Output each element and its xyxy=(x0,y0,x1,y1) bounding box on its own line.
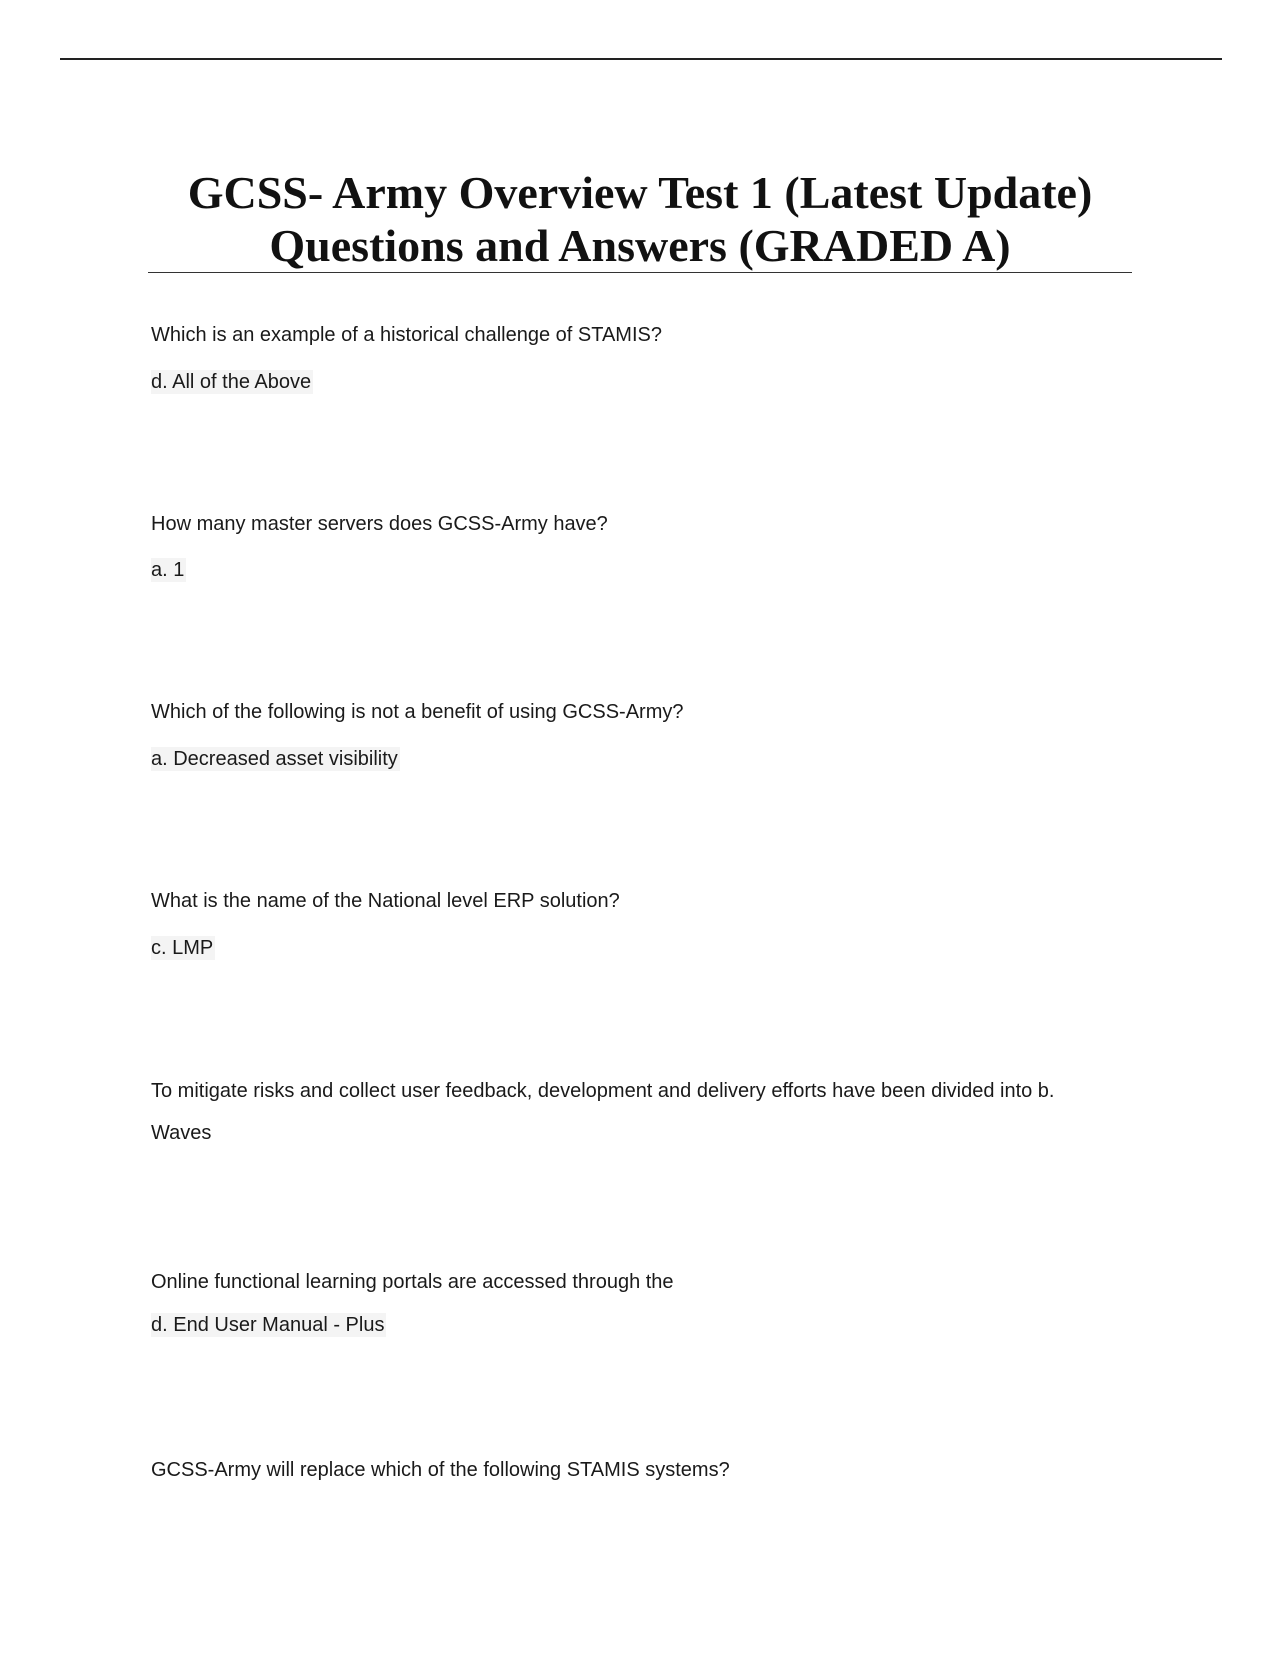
question-1: Which is an example of a historical challenge of STAMIS? xyxy=(151,324,662,346)
document-title xyxy=(148,166,1132,272)
question-3: Which of the following is not a benefit of using GCSS-Army? xyxy=(151,701,684,723)
question-6: Online functional learning portals are accessed through the xyxy=(151,1271,674,1293)
question-7: GCSS-Army will replace which of the following STAMIS systems? xyxy=(151,1459,730,1481)
answer-4: c. LMP xyxy=(151,937,214,959)
question-4: What is the name of the National level ERP solution? xyxy=(151,890,620,912)
answer-3: a. Decreased asset visibility xyxy=(151,748,398,770)
title-line-1: GCSS- Army Overview Test 1 (Latest Update) xyxy=(187,167,1093,218)
question-2: How many master servers does GCSS-Army have? xyxy=(151,513,608,535)
answer-2: a. 1 xyxy=(151,559,185,581)
question-5: To mitigate risks and collect user feedback, development and delivery efforts have been divided into b. Waves xyxy=(151,1080,1055,1144)
answer-6: d. End User Manual - Plus xyxy=(151,1314,385,1336)
top-horizontal-rule xyxy=(60,58,1222,60)
title-line-2: Questions and Answers (GRADED A) xyxy=(269,220,1011,271)
answer-1: d. All of the Above xyxy=(151,371,312,393)
title-underline xyxy=(148,272,1132,273)
